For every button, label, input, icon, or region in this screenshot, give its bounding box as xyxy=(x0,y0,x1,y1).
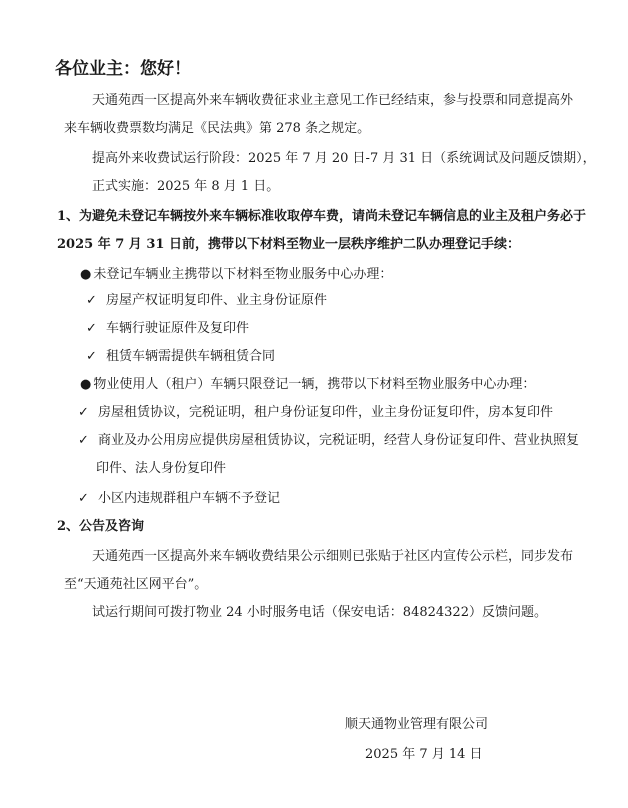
tenant-title: 物业使用人（租户）车辆只限登记一辆，携带以下材料至物业服务中心办理： xyxy=(93,377,536,392)
tenant-item-text: 房屋租赁协议，完税证明，租户身份证复印件，业主身份证复印件，房本复印件 xyxy=(98,405,554,420)
owner-title: 未登记车辆业主携带以下材料至物业服务中心办理： xyxy=(93,267,393,282)
check-icon: ✓ xyxy=(78,405,89,420)
check-icon: ✓ xyxy=(86,293,97,308)
section1-heading-line-2: 2025 年 7 月 31 日前，携带以下材料至物业一层秩序维护二队办理登记手续： xyxy=(57,237,520,252)
intro-line-1: 天通苑西一区提高外来车辆收费征求业主意见工作已经结束，参与投票和同意提高外 xyxy=(92,93,574,108)
owner-item-text: 租赁车辆需提供车辆租赁合同 xyxy=(106,349,276,364)
intro-line-2: 来车辆收费票数均满足《民法典》第 278 条之规定。 xyxy=(64,121,371,136)
owner-item-3 xyxy=(86,348,275,366)
check-icon: ✓ xyxy=(78,491,89,506)
check-icon: ✓ xyxy=(86,321,97,336)
section2-para1-line-1: 天通苑西一区提高外来车辆收费结果公示细则已张贴于社区内宣传公示栏，同步发布 xyxy=(92,549,574,564)
owner-bullet xyxy=(80,266,392,284)
section2-heading: 2、公告及咨询 xyxy=(57,519,145,534)
tenant-item-3 xyxy=(78,490,280,508)
section2-para2: 试运行期间可拨打物业 24 小时服务电话（保安电话：84824322）反馈问题。 xyxy=(92,605,547,620)
tenant-item-text: 小区内违规群租户车辆不予登记 xyxy=(98,491,281,506)
section2-para1-line-2: 至“天通苑社区网平台”。 xyxy=(64,577,208,592)
owner-item-2 xyxy=(86,320,249,338)
owner-item-1 xyxy=(86,292,327,310)
tenant-item-2 xyxy=(78,432,579,450)
signature-company: 顺天通物业管理有限公司 xyxy=(345,717,489,732)
tenant-item-text: 商业及办公用房应提供房屋租赁协议，完税证明，经营人身份证复印件、营业执照复 xyxy=(98,433,580,448)
greeting: 各位业主：您好！ xyxy=(55,59,191,79)
tenant-item-1 xyxy=(78,404,553,422)
section1-heading-line-1: 1、为避免未登记车辆按外来车辆标准收取停车费，请尚未登记车辆信息的业主及租户务必于 xyxy=(57,209,587,224)
owner-item-text: 车辆行驶证原件及复印件 xyxy=(106,321,250,336)
check-icon: ✓ xyxy=(78,433,89,448)
signature-date: 2025 年 7 月 14 日 xyxy=(365,747,483,762)
tenant-bullet xyxy=(80,376,535,394)
trial-line-2: 正式实施：2025 年 8 月 1 日。 xyxy=(92,179,280,194)
owner-item-text: 房屋产权证明复印件、业主身份证原件 xyxy=(106,293,328,308)
tenant-item-2-continued: 印件、法人身份复印件 xyxy=(96,461,227,476)
trial-line-1: 提高外来收费试运行阶段：2025 年 7 月 20 日-7 月 31 日（系统调试及问题反馈期）， xyxy=(92,151,596,166)
bullet-icon: ● xyxy=(80,267,92,282)
check-icon: ✓ xyxy=(86,349,97,364)
bullet-icon: ● xyxy=(80,377,92,392)
